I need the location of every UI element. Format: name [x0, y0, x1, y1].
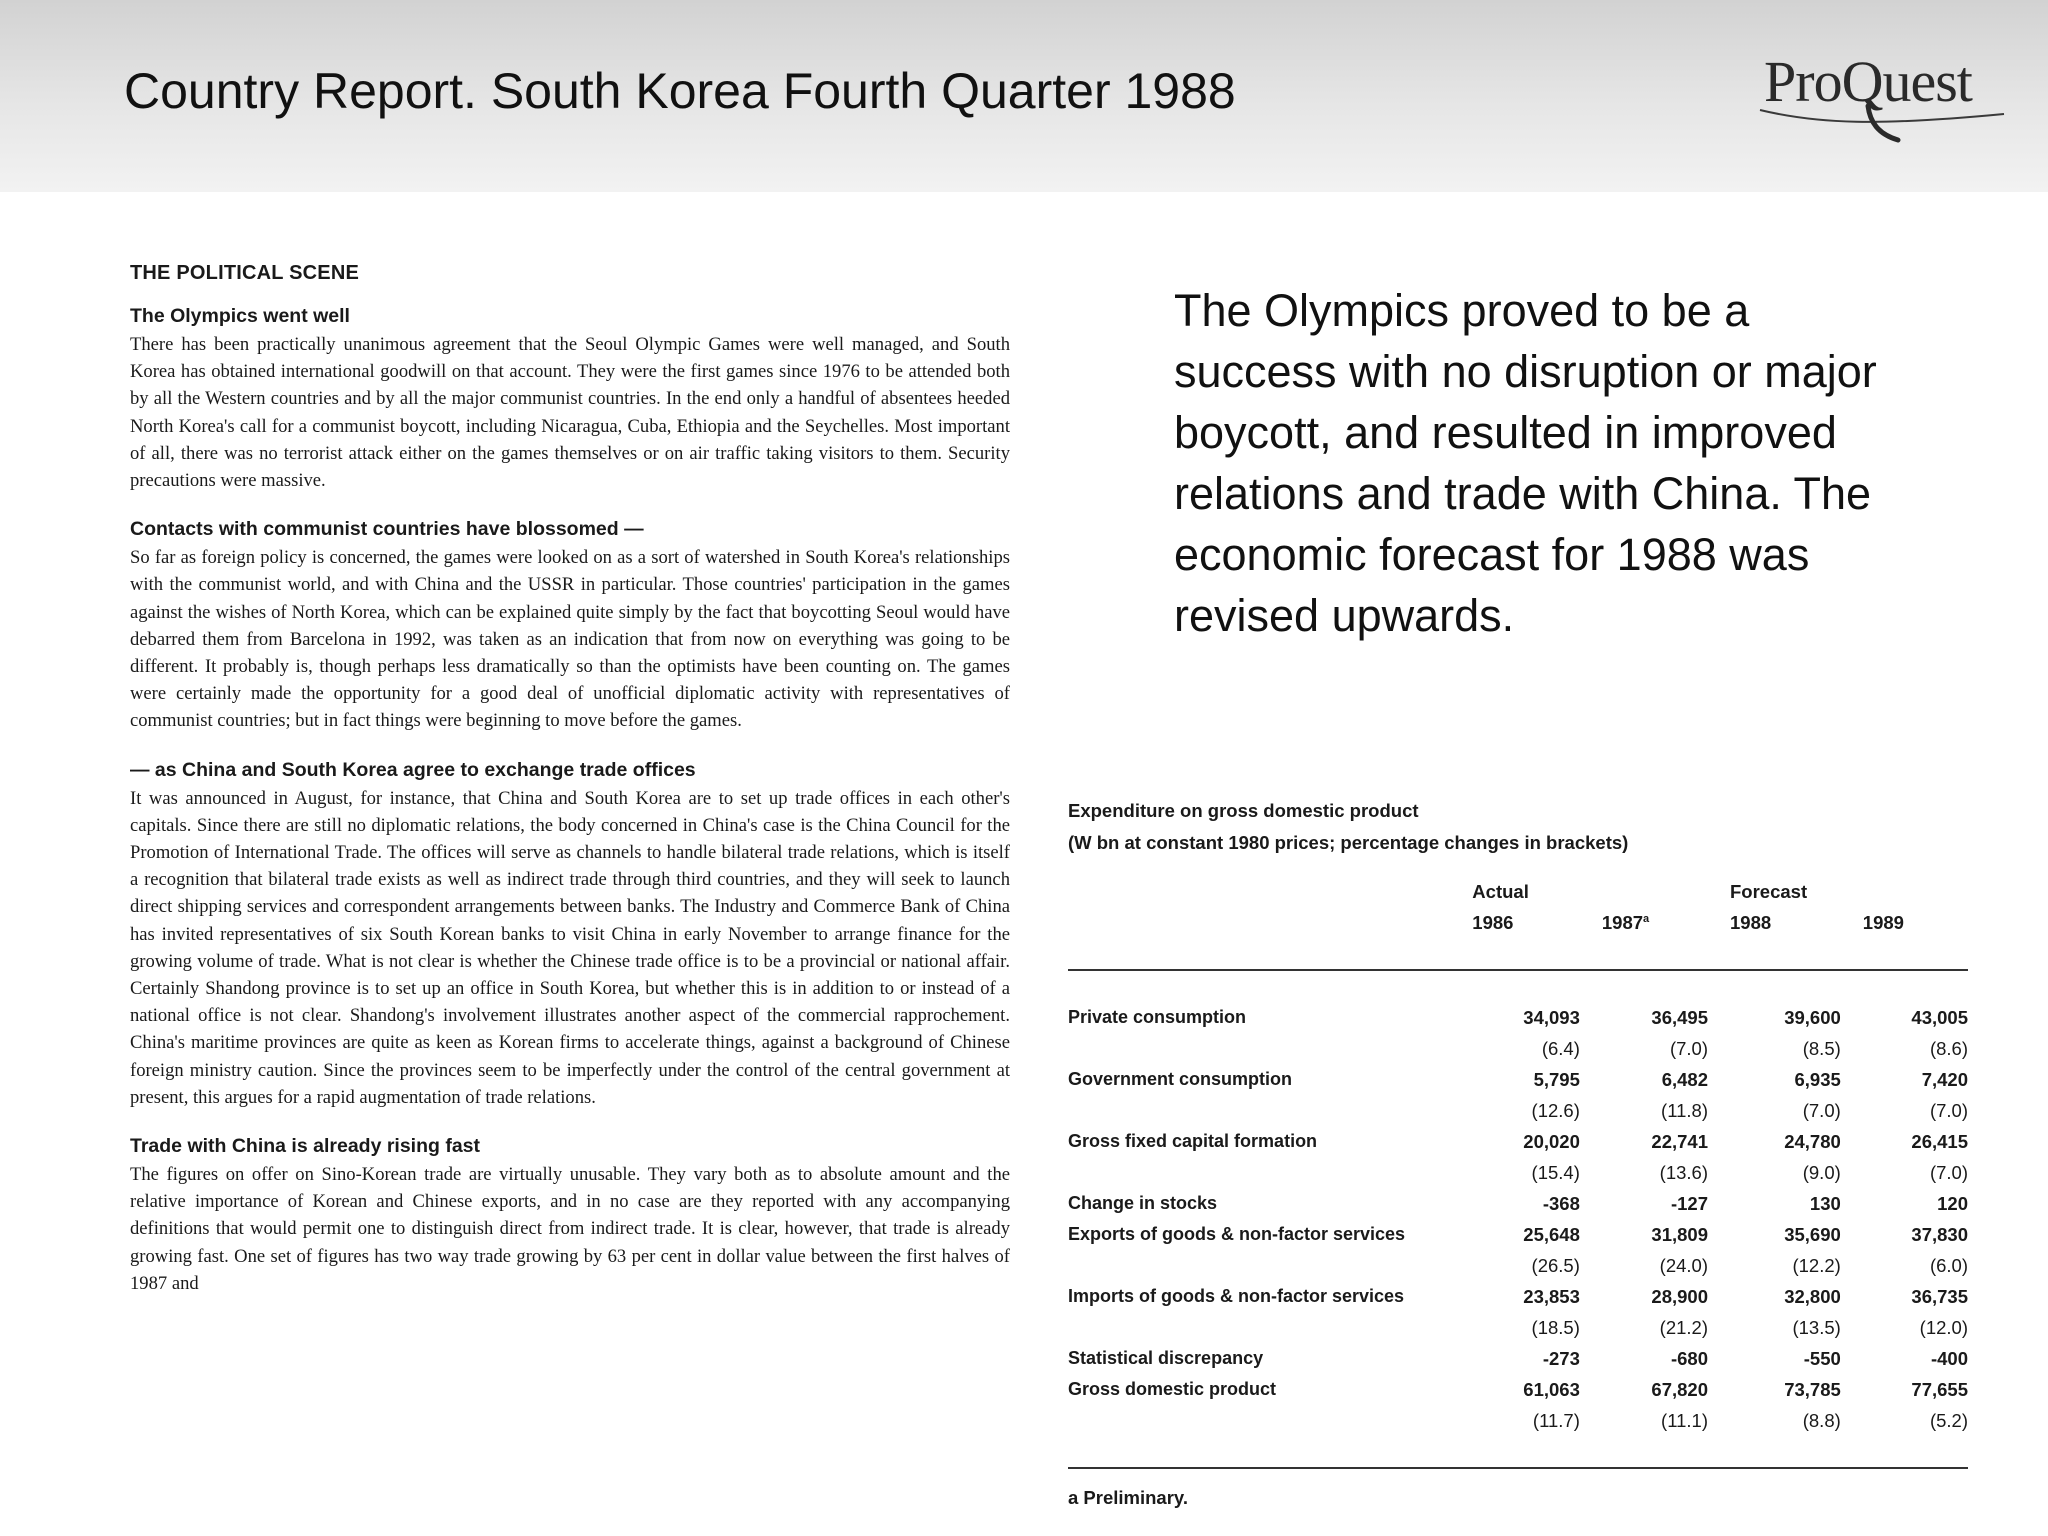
table-cell-percent: (6.4) [1541, 1037, 1580, 1059]
table-cell-value: 36,495 [1651, 1006, 1708, 1028]
table-cell-value: -680 [1670, 1347, 1708, 1369]
slide-header [0, 0, 2048, 192]
paragraph-olympics: There has been practically unanimous agreement that the Seoul Olympic Games were well managed, and South Korea has obtained international goodwill on that account. They were the first games since 1976 to be attended both by all the Western countries and by all the major communist countries. In the end only a handful of absentees heeded North Korea's call for a communist boycott, including Nicaragua, Cuba, Ethiopia and the Seychelles. Most important of all, there was no terrorist attack either on the games themselves or on air traffic taking visitors to them. Security precautions were massive. [130, 334, 1010, 492]
table-row-percent [1068, 1405, 1968, 1436]
table-cell-value: -273 [1542, 1347, 1580, 1369]
table-cell-percent: (21.2) [1659, 1316, 1708, 1338]
table-cell-value: 61,063 [1523, 1378, 1580, 1400]
paragraph-trade-china: The figures on offer on Sino-Korean trade are virtually unusable. They vary both as to absolute amount and the relative importance of Korean and Chinese exports, and in no case are they reported with any accompanying definitions that would permit one to distinguish direct from indirect trade. It is clear, however, that trade is already growing fast. One set of figures has two way trade growing by 63 per cent in dollar value between the first halves of 1987 and [130, 1164, 1010, 1294]
table-cell-value: 32,800 [1784, 1285, 1841, 1307]
table-row-percent [1068, 1250, 1968, 1281]
row-label: Government consumption [1068, 1069, 1293, 1089]
table-cell-value: 36,735 [1911, 1285, 1968, 1307]
table-cell-value: -550 [1803, 1347, 1841, 1369]
group-header-actual: Actual [1472, 880, 1529, 902]
paragraph-trade-offices: It was announced in August, for instance, that China and South Korea are to set up trade offices in each other's capitals. Since there are still no diplomatic relations, the body concerned in China's case is the China Council for the Promotion of International Trade. The offices will serve as channels to handle bilateral trade relations, which is itself a recognition that bilateral trade exists as well as indirect trade through third countries, and they will seek to launch direct shipping services and correspondent arrangements between banks. The Industry and Commerce Bank of China has invited representatives of six South Korean banks to visit China in early November to arrange finance for the growing volume of trade. What is not clear is whether the Chinese trade office is to be a provincial or national affair. Certainly Shandong province is to set up an office in South Korea, but whether this is in addition to or instead of a national office is not clear. Shandong's involvement illustrates another aspect of the commercial rapprochement. China's maritime provinces are quite as keen as Korean firms to accelerate things, against a background of Chinese foreign ministry caution. Since the provinces seem to be imperfectly under the control of the central government at present, this argues for a rapid augmentation of trade relations. [130, 787, 1010, 1108]
table-cell-value: -400 [1930, 1347, 1968, 1369]
table-cell-percent: (9.0) [1802, 1161, 1841, 1183]
table-cell-percent: (13.6) [1659, 1161, 1708, 1183]
gdp-table-subtitle: (W bn at constant 1980 prices; percentage changes in brackets) [1068, 832, 1629, 853]
table-cell-value: 31,809 [1651, 1223, 1708, 1245]
table-cell-percent: (15.4) [1531, 1161, 1580, 1183]
row-label: Gross fixed capital formation [1068, 1131, 1318, 1151]
table-cell-percent: (8.5) [1802, 1037, 1841, 1059]
table-cell-value: 20,020 [1523, 1130, 1580, 1152]
table-cell-value: 120 [1937, 1192, 1968, 1214]
table-cell-value: 6,482 [1661, 1068, 1708, 1090]
table-row [1068, 1064, 1968, 1095]
table-cell-value: 5,795 [1533, 1068, 1580, 1090]
table-row-percent [1068, 1157, 1968, 1188]
table-year-header-row [1068, 907, 1968, 938]
table-cell-value: 37,830 [1911, 1223, 1968, 1245]
table-cell-value: 26,415 [1911, 1130, 1968, 1152]
table-cell-value: 67,820 [1651, 1378, 1708, 1400]
table-cell-percent: (11.7) [1532, 1409, 1580, 1431]
table-cell-value: 39,600 [1784, 1006, 1841, 1028]
table-group-header-row [1068, 876, 1968, 907]
table-cell-percent: (7.0) [1929, 1099, 1968, 1121]
section-heading: THE POLITICAL SCENE [130, 262, 360, 284]
table-cell-value: 28,900 [1651, 1285, 1708, 1307]
table-cell-value: -368 [1542, 1192, 1580, 1214]
table-cell-percent: (12.0) [1919, 1316, 1968, 1338]
table-cell-value: -127 [1670, 1192, 1708, 1214]
table-cell-value: 77,655 [1911, 1378, 1968, 1400]
table-cell-percent: (8.8) [1802, 1409, 1841, 1431]
table-cell-percent: (12.2) [1792, 1254, 1841, 1276]
table-cell-percent: (7.0) [1669, 1037, 1708, 1059]
table-cell-percent: (26.5) [1531, 1254, 1580, 1276]
table-cell-value: 7,420 [1921, 1068, 1968, 1090]
row-label: Private consumption [1068, 1007, 1247, 1027]
table-cell-value: 35,690 [1784, 1223, 1841, 1245]
subheading-trade-offices: — as China and South Korea agree to exchange trade offices [130, 758, 696, 781]
row-label: Statistical discrepancy [1068, 1348, 1264, 1368]
gdp-table [1068, 876, 1968, 1469]
table-row [1068, 1126, 1968, 1157]
gdp-table-title: Expenditure on gross domestic product [1068, 800, 1419, 821]
table-cell-percent: (12.6) [1531, 1099, 1580, 1121]
table-row-percent [1068, 1312, 1968, 1343]
table-cell-percent: (5.2) [1929, 1409, 1968, 1431]
footnote-marker: a [1643, 912, 1650, 925]
table-row-percent [1068, 1095, 1968, 1126]
table-cell-value: 34,093 [1523, 1006, 1580, 1028]
table-row [1068, 1281, 1968, 1312]
table-row [1068, 1374, 1968, 1405]
summary-text: The Olympics proved to be a success with no disruption or major boycott, and resulted in improved relations and trade with China. The economic forecast for 1988 was revised upwards. [1174, 285, 1877, 641]
table-cell-percent: (11.1) [1661, 1409, 1708, 1431]
table-cell-percent: (11.8) [1661, 1099, 1708, 1121]
subheading-olympics: The Olympics went well [130, 305, 350, 327]
table-row [1068, 1219, 1968, 1250]
group-header-forecast: Forecast [1730, 880, 1808, 902]
logo-swoosh-icon [1758, 100, 2008, 146]
table-row [1068, 1188, 1968, 1219]
table-cell-percent: (7.0) [1802, 1099, 1841, 1121]
year-header: 1986 [1472, 911, 1514, 933]
subheading-contacts: Contacts with communist countries have blossomed — [130, 518, 644, 541]
table-cell-value: 130 [1809, 1192, 1841, 1214]
table-cell-value: 6,935 [1794, 1068, 1841, 1090]
table-footnote: a Preliminary. [1068, 1487, 1188, 1508]
table-cell-value: 23,853 [1523, 1285, 1580, 1307]
table-cell-value: 22,741 [1651, 1130, 1708, 1152]
row-label: Gross domestic product [1068, 1379, 1277, 1399]
table-row [1068, 1002, 1968, 1033]
page-title: Country Report. South Korea Fourth Quarter 1988 [124, 63, 1236, 119]
table-cell-percent: (18.5) [1531, 1316, 1580, 1338]
table-cell-value: 43,005 [1911, 1006, 1968, 1028]
header-rule [1068, 938, 1968, 970]
year-header: 1988 [1730, 911, 1772, 933]
table-cell-value: 73,785 [1784, 1378, 1841, 1400]
row-label: Exports of goods & non-factor services [1068, 1224, 1406, 1244]
logo-wordmark: ProQuest [1764, 49, 1972, 114]
table-cell-value: 24,780 [1784, 1130, 1841, 1152]
article-column [130, 262, 1010, 1321]
table-cell-percent: (8.6) [1929, 1037, 1968, 1059]
gdp-table-block [1068, 800, 1968, 1509]
subheading-trade-china: Trade with China is already rising fast [130, 1135, 481, 1158]
table-row [1068, 1343, 1968, 1374]
year-header: 1989 [1862, 911, 1904, 933]
table-cell-percent: (24.0) [1659, 1254, 1708, 1276]
proquest-logo [1758, 48, 2008, 144]
table-row-percent [1068, 1033, 1968, 1064]
row-label: Imports of goods & non-factor services [1068, 1286, 1405, 1306]
year-header: 1987$^a$ [1601, 911, 1650, 933]
table-cell-percent: (7.0) [1929, 1161, 1968, 1183]
paragraph-contacts: So far as foreign policy is concerned, the games were looked on as a sort of watershed in South Korea's relationships with the communist world, and with China and the USSR in particular. Those countries' participation in the games against the wishes of North Korea, which can be explained quite simply by the fact that boycotting Seoul would have debarred them from Barcelona in 1992, was taken as an indication that from now on everything was going to be different. It probably is, though perhaps less dramatically so than the optimists have been counting on. The games were certainly made the opportunity for a good deal of unofficial diplomatic activity with representatives of communist countries; but in fact things were beginning to move before the games. [130, 547, 1010, 732]
table-cell-percent: (6.0) [1929, 1254, 1968, 1276]
row-label: Change in stocks [1068, 1193, 1218, 1213]
table-bottom-rule [1068, 1436, 1968, 1468]
table-cell-value: 25,648 [1523, 1223, 1580, 1245]
table-cell-percent: (13.5) [1792, 1316, 1841, 1338]
